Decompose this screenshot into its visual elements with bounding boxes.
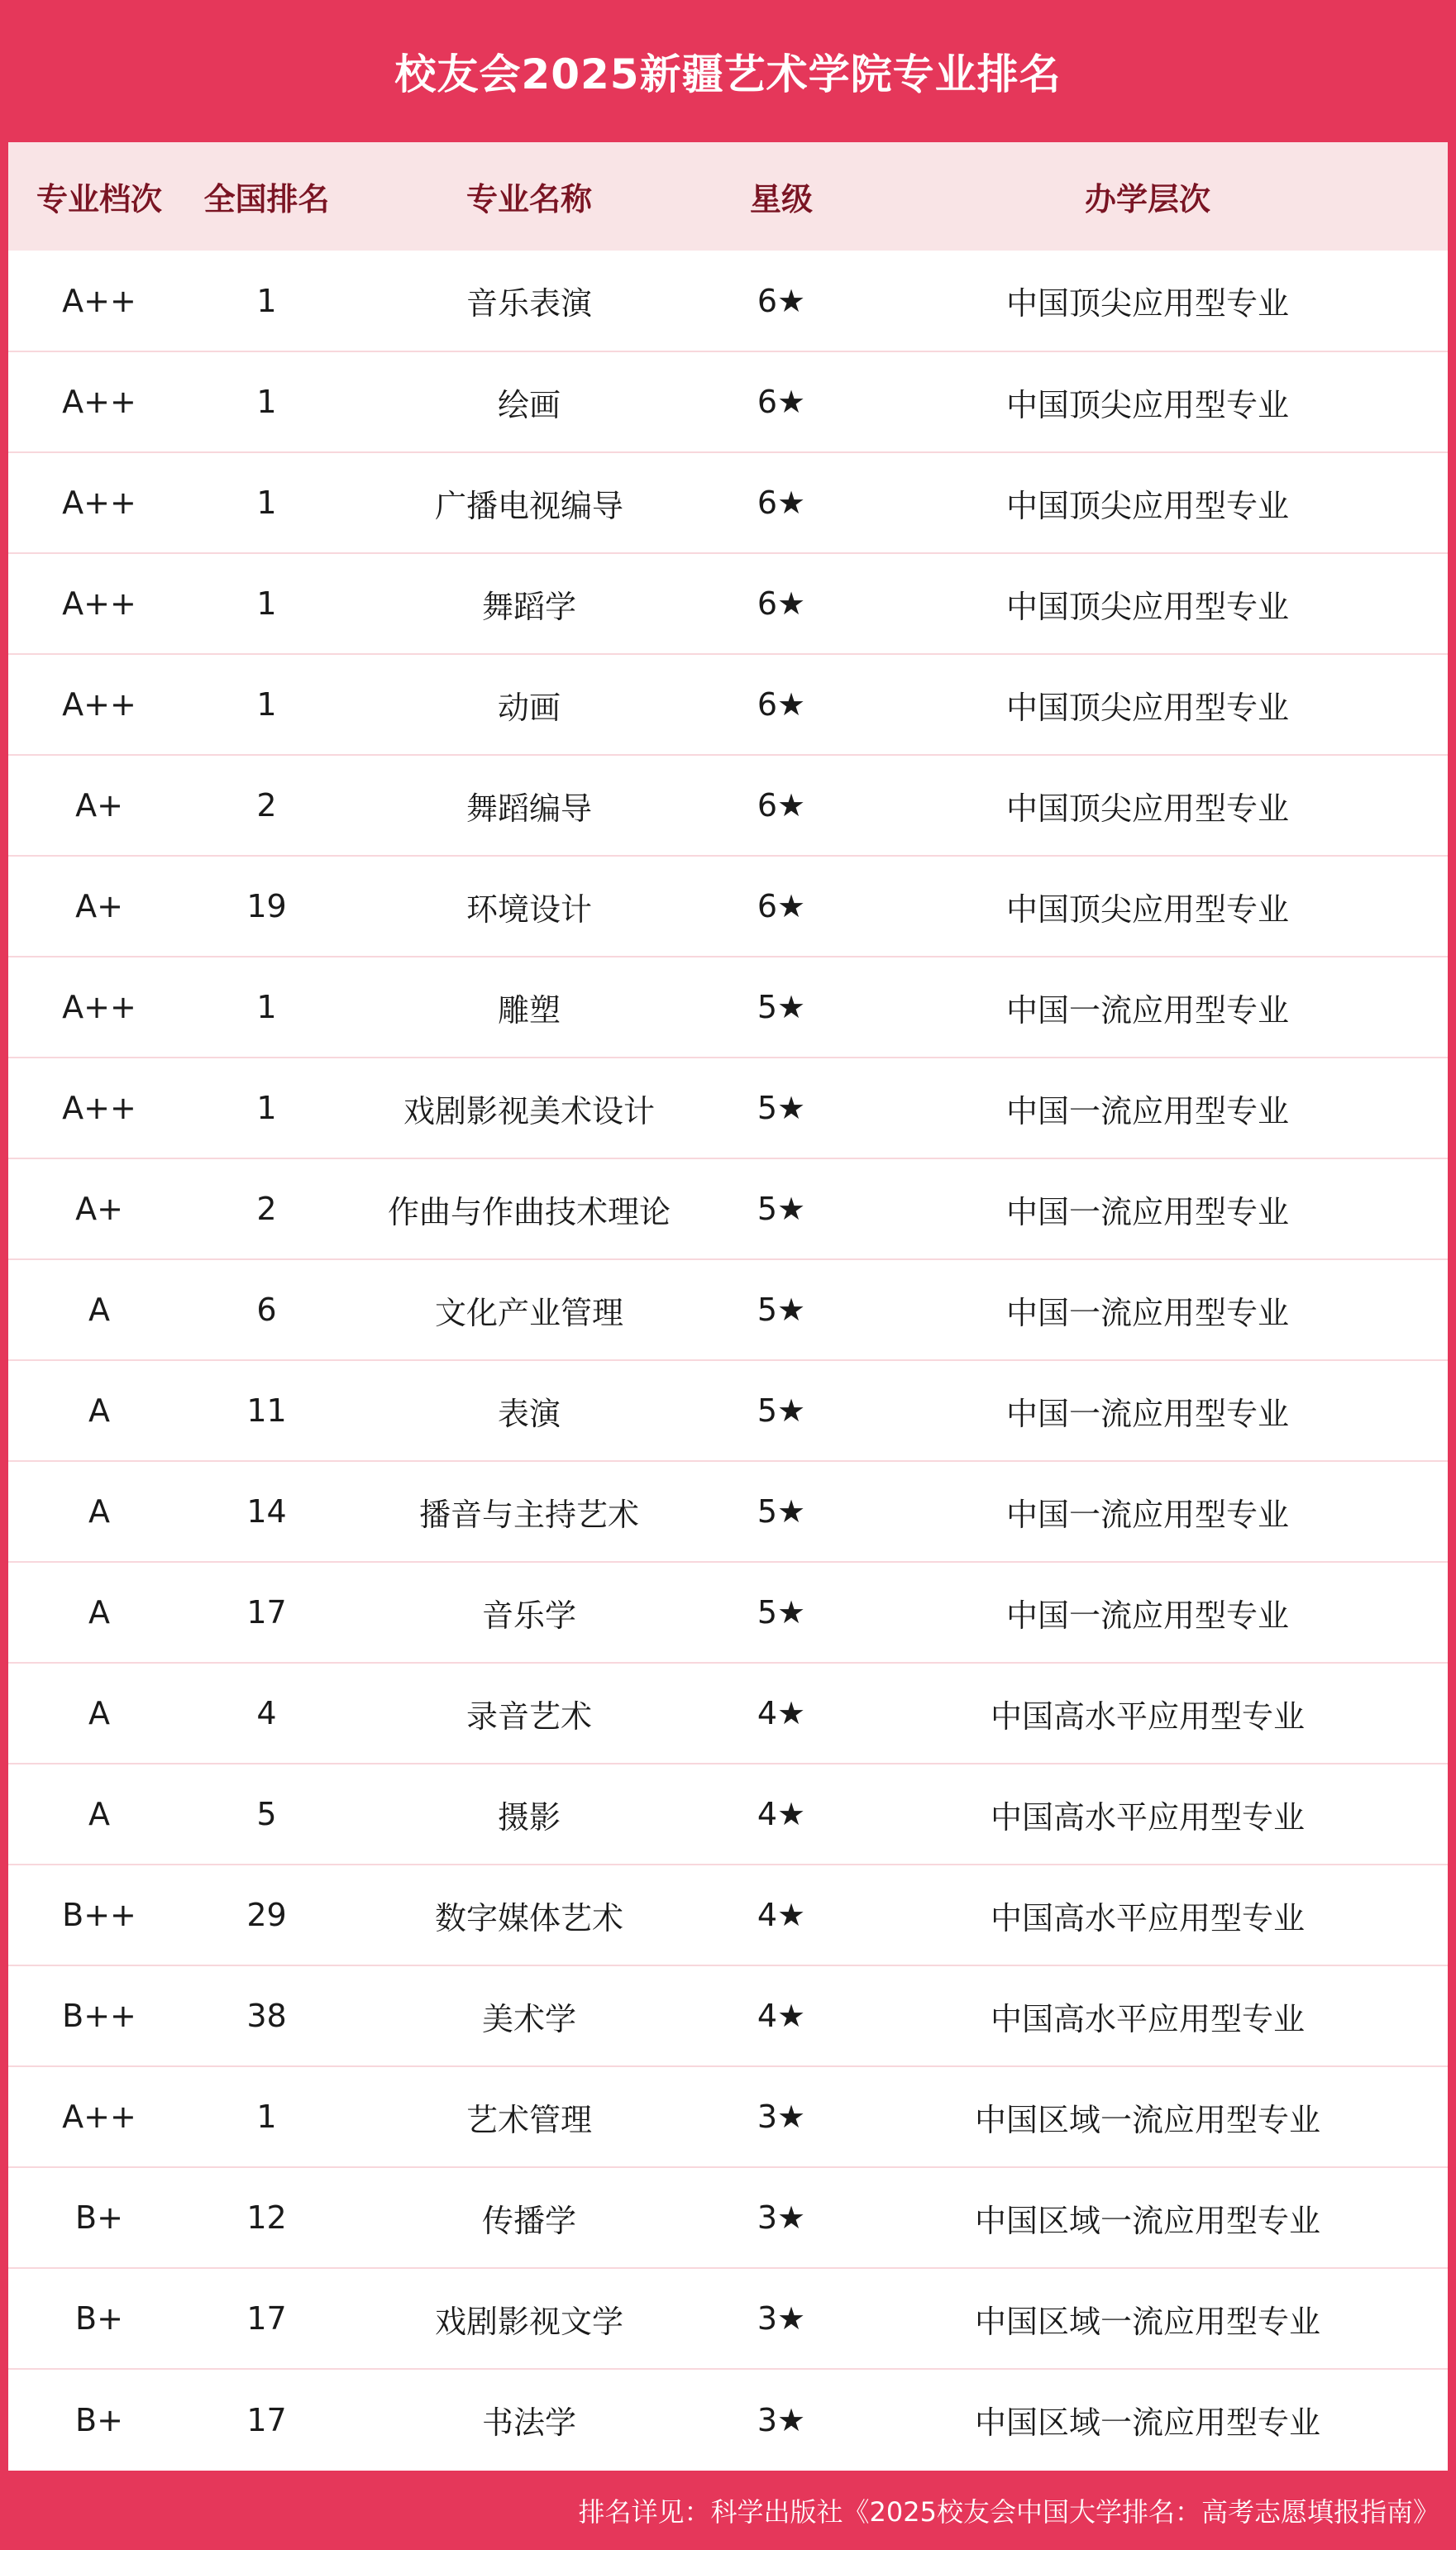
table-row (8, 1461, 1448, 1562)
cell-major-name: 绘画 (497, 386, 561, 423)
cell-program-level: 中国区域一流应用型专业 (974, 2303, 1320, 2340)
cell-major-name: 戏剧影视美术设计 (403, 1092, 655, 1129)
cell-major-name: 摄影 (497, 1798, 561, 1836)
table-row (8, 553, 1448, 654)
cell-national-rank: 38 (246, 1998, 287, 2034)
cell-major-tier: A++ (62, 989, 136, 1025)
cell-program-level: 中国高水平应用型专业 (990, 2000, 1305, 2037)
cell-major-tier: A++ (62, 282, 136, 319)
table-row (8, 1058, 1448, 1158)
cell-major-name: 文化产业管理 (434, 1294, 623, 1331)
cell-program-level: 中国一流应用型专业 (1005, 1294, 1289, 1331)
cell-major-name: 传播学 (481, 2202, 576, 2239)
cell-program-level: 中国高水平应用型专业 (990, 1798, 1305, 1836)
cell-program-level: 中国高水平应用型专业 (990, 1698, 1305, 1735)
footer-source-note: 排名详见：科学出版社《2025校友会中国大学排名：高考志愿填报指南》 (578, 2496, 1439, 2528)
cell-major-tier: B+ (75, 2401, 123, 2438)
cell-national-rank: 1 (256, 282, 277, 319)
table-body (8, 251, 1448, 2470)
cell-national-rank: 1 (256, 686, 277, 723)
table-row (8, 654, 1448, 755)
cell-major-tier: B+ (75, 2199, 123, 2236)
cell-major-tier: A (88, 1392, 110, 1429)
cell-major-tier: A (88, 1493, 110, 1530)
cell-major-tier: A++ (62, 485, 136, 521)
cell-national-rank: 1 (256, 384, 277, 420)
cell-star-level: 6★ (757, 282, 806, 319)
cell-major-name: 广播电视编导 (434, 487, 623, 524)
cell-star-level: 6★ (757, 787, 806, 824)
cell-star-level: 3★ (757, 2300, 806, 2337)
cell-national-rank: 4 (256, 1695, 277, 1731)
cell-program-level: 中国顶尖应用型专业 (1005, 386, 1289, 423)
cell-star-level: 3★ (757, 2199, 806, 2236)
ranking-table (8, 142, 1448, 2470)
cell-major-name: 音乐学 (481, 1597, 576, 1634)
cell-national-rank: 11 (246, 1392, 287, 1429)
cell-star-level: 6★ (757, 686, 806, 723)
cell-program-level: 中国顶尖应用型专业 (1005, 487, 1289, 524)
cell-major-tier: B+ (75, 2300, 123, 2337)
table-row (8, 1764, 1448, 1865)
cell-national-rank: 17 (246, 2300, 287, 2337)
cell-star-level: 4★ (757, 1796, 806, 1832)
table-row (8, 2268, 1448, 2369)
header-star-level: 星级 (749, 181, 813, 217)
cell-major-name: 舞蹈学 (481, 588, 576, 625)
cell-program-level: 中国顶尖应用型专业 (1005, 588, 1289, 625)
table-row (8, 755, 1448, 856)
table-row (8, 452, 1448, 553)
cell-major-tier: A (88, 1695, 110, 1731)
cell-major-tier: A++ (62, 585, 136, 622)
cell-major-tier: A+ (75, 888, 123, 924)
cell-program-level: 中国一流应用型专业 (1005, 1193, 1289, 1230)
header-program-level: 办学层次 (1084, 181, 1210, 217)
table-header (8, 142, 1448, 251)
table-row (8, 251, 1448, 351)
cell-star-level: 5★ (757, 1392, 806, 1429)
table-row (8, 1360, 1448, 1461)
cell-program-level: 中国顶尖应用型专业 (1005, 790, 1289, 827)
cell-major-tier: B++ (62, 1998, 136, 2034)
table-row (8, 1259, 1448, 1360)
cell-national-rank: 12 (246, 2199, 287, 2236)
table-row (8, 351, 1448, 452)
cell-major-tier: A++ (62, 2099, 136, 2135)
cell-star-level: 4★ (757, 1998, 806, 2034)
cell-program-level: 中国一流应用型专业 (1005, 1092, 1289, 1129)
ranking-table-container (8, 142, 1448, 2471)
cell-major-tier: A (88, 1292, 110, 1328)
cell-major-tier: A++ (62, 686, 136, 723)
cell-national-rank: 1 (256, 2099, 277, 2135)
cell-program-level: 中国一流应用型专业 (1005, 1496, 1289, 1533)
cell-major-name: 作曲与作曲技术理论 (387, 1193, 671, 1230)
cell-national-rank: 5 (256, 1796, 277, 1832)
cell-national-rank: 1 (256, 989, 277, 1025)
cell-program-level: 中国一流应用型专业 (1005, 991, 1289, 1029)
cell-major-name: 动画 (497, 689, 561, 726)
cell-major-name: 美术学 (481, 2000, 576, 2037)
cell-major-tier: A (88, 1594, 110, 1631)
table-row (8, 1663, 1448, 1764)
table-row (8, 1865, 1448, 1965)
table-row (8, 2066, 1448, 2167)
cell-program-level: 中国区域一流应用型专业 (974, 2101, 1320, 2138)
table-row (8, 2167, 1448, 2268)
cell-major-tier: A (88, 1796, 110, 1832)
cell-program-level: 中国一流应用型专业 (1005, 1597, 1289, 1634)
cell-national-rank: 19 (246, 888, 287, 924)
cell-major-tier: A+ (75, 787, 123, 824)
cell-national-rank: 2 (256, 787, 277, 824)
header-major-tier: 专业档次 (36, 181, 162, 217)
cell-program-level: 中国顶尖应用型专业 (1005, 285, 1289, 322)
cell-star-level: 5★ (757, 1292, 806, 1328)
cell-program-level: 中国一流应用型专业 (1005, 1395, 1289, 1432)
cell-program-level: 中国顶尖应用型专业 (1005, 689, 1289, 726)
cell-major-tier: A++ (62, 1090, 136, 1126)
table-row (8, 1158, 1448, 1259)
table-header-row (8, 142, 1448, 251)
table-row (8, 1965, 1448, 2066)
cell-national-rank: 17 (246, 2401, 287, 2438)
cell-major-name: 环境设计 (465, 891, 592, 928)
header-national-rank: 全国排名 (203, 181, 330, 217)
cell-major-name: 数字媒体艺术 (434, 1899, 623, 1936)
table-row (8, 957, 1448, 1058)
cell-star-level: 5★ (757, 1090, 806, 1126)
header-major-name: 专业名称 (465, 181, 592, 217)
cell-star-level: 3★ (757, 2099, 806, 2135)
cell-national-rank: 29 (246, 1897, 287, 1933)
cell-star-level: 5★ (757, 989, 806, 1025)
cell-star-level: 4★ (757, 1897, 806, 1933)
cell-star-level: 5★ (757, 1493, 806, 1530)
cell-major-name: 播音与主持艺术 (418, 1496, 639, 1533)
cell-program-level: 中国顶尖应用型专业 (1005, 891, 1289, 928)
cell-star-level: 6★ (757, 384, 806, 420)
cell-major-tier: B++ (62, 1897, 136, 1933)
cell-major-tier: A++ (62, 384, 136, 420)
cell-major-tier: A+ (75, 1191, 123, 1227)
cell-national-rank: 2 (256, 1191, 277, 1227)
table-row (8, 2369, 1448, 2470)
cell-star-level: 4★ (757, 1695, 806, 1731)
cell-major-name: 录音艺术 (465, 1698, 592, 1735)
page-title: 校友会2025新疆艺术学院专业排名 (394, 50, 1062, 98)
table-row (8, 856, 1448, 957)
cell-program-level: 中国区域一流应用型专业 (974, 2404, 1320, 2441)
cell-major-name: 戏剧影视文学 (434, 2303, 623, 2340)
cell-star-level: 5★ (757, 1191, 806, 1227)
cell-major-name: 音乐表演 (465, 285, 592, 322)
cell-national-rank: 1 (256, 485, 277, 521)
cell-national-rank: 17 (246, 1594, 287, 1631)
cell-national-rank: 14 (246, 1493, 287, 1530)
cell-star-level: 6★ (757, 485, 806, 521)
cell-star-level: 3★ (757, 2401, 806, 2438)
cell-major-name: 艺术管理 (465, 2101, 592, 2138)
cell-program-level: 中国高水平应用型专业 (990, 1899, 1305, 1936)
cell-national-rank: 1 (256, 585, 277, 622)
cell-major-name: 雕塑 (497, 991, 561, 1029)
cell-national-rank: 6 (256, 1292, 277, 1328)
cell-star-level: 6★ (757, 888, 806, 924)
cell-star-level: 5★ (757, 1594, 806, 1631)
cell-national-rank: 1 (256, 1090, 277, 1126)
cell-star-level: 6★ (757, 585, 806, 622)
cell-major-name: 表演 (497, 1395, 561, 1432)
cell-major-name: 书法学 (481, 2404, 576, 2441)
cell-program-level: 中国区域一流应用型专业 (974, 2202, 1320, 2239)
table-row (8, 1562, 1448, 1663)
cell-major-name: 舞蹈编导 (465, 790, 592, 827)
